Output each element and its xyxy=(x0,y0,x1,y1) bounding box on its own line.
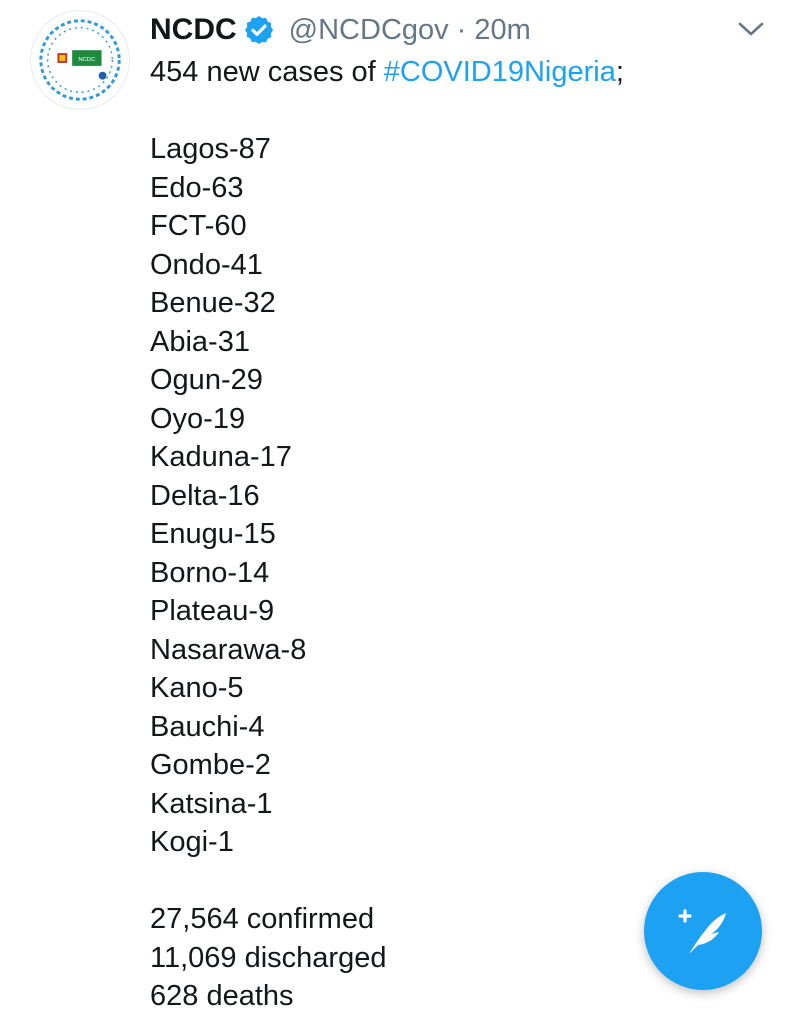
compose-tweet-button[interactable] xyxy=(644,872,762,990)
avatar[interactable] xyxy=(30,10,130,110)
confirmed-total: 27,564 confirmed xyxy=(150,903,375,935)
ncdc-logo-icon xyxy=(31,11,129,109)
state-case-line: Benue-32 xyxy=(150,287,276,319)
state-case-line: Abia-31 xyxy=(150,325,250,358)
discharged-total: 11,069 discharged xyxy=(150,941,387,974)
verified-badge-icon xyxy=(243,14,275,46)
intro-prefix: 454 new cases of xyxy=(150,56,384,88)
state-case-line: Bauchi-4 xyxy=(150,710,265,743)
state-case-line: Ondo-41 xyxy=(150,248,263,281)
deaths-total: 628 deaths xyxy=(150,980,294,1012)
state-case-line: FCT-60 xyxy=(150,210,247,242)
timestamp[interactable]: 20m xyxy=(474,13,531,46)
state-case-line: Oyo-19 xyxy=(150,402,246,435)
state-case-line: Enugu-15 xyxy=(150,518,276,550)
state-case-line: Katsina-1 xyxy=(150,787,273,820)
hashtag-link[interactable]: #COVID19Nigeria xyxy=(383,56,616,88)
author-handle[interactable]: @NCDCgov xyxy=(288,13,449,46)
state-case-line: Nasarawa-8 xyxy=(150,633,307,666)
paragraph-gap xyxy=(150,92,770,131)
state-case-line: Edo-63 xyxy=(150,171,244,204)
state-list xyxy=(150,130,770,862)
state-case-line: Kano-5 xyxy=(150,672,244,704)
state-case-line: Delta-16 xyxy=(150,479,260,512)
compose-tweet-icon xyxy=(676,904,730,958)
meta-separator: · xyxy=(456,13,467,46)
chevron-down-icon[interactable] xyxy=(736,18,766,40)
logo-text: NCDC xyxy=(78,56,96,63)
state-case-line: Ogun-29 xyxy=(150,364,263,396)
tweet-intro xyxy=(150,53,770,92)
state-case-line: Gombe-2 xyxy=(150,749,271,781)
state-case-line: Kaduna-17 xyxy=(150,441,292,473)
state-case-line: Plateau-9 xyxy=(150,595,275,627)
state-case-line: Borno-14 xyxy=(150,556,270,589)
tweet-header xyxy=(150,10,531,50)
author-name[interactable]: NCDC xyxy=(150,13,237,46)
state-case-line: Kogi-1 xyxy=(150,826,234,858)
tweet-text xyxy=(150,53,770,1016)
state-case-line: Lagos-87 xyxy=(150,133,271,165)
intro-suffix: ; xyxy=(615,56,624,88)
